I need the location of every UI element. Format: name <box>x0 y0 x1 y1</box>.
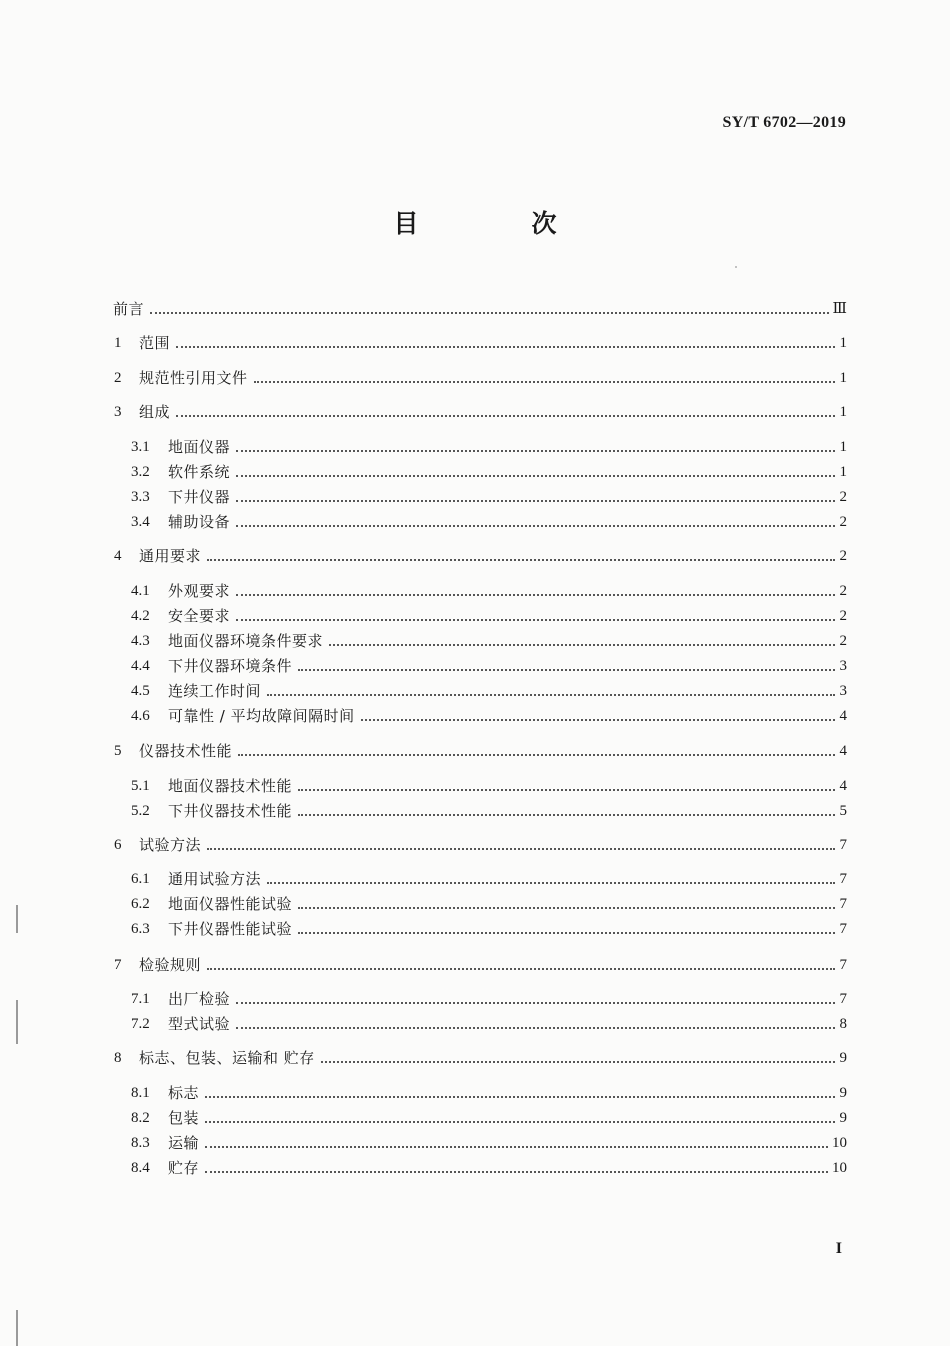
toc-entry-number: 4.5 <box>131 683 150 699</box>
scan-binding-mark <box>16 1000 18 1044</box>
toc-entry[interactable] <box>131 486 847 508</box>
toc-entry-page: 7 <box>839 896 847 912</box>
toc-entry-number: 8.2 <box>131 1110 150 1126</box>
toc-entry[interactable] <box>131 461 847 483</box>
toc-entry[interactable] <box>131 868 847 890</box>
toc-entry-page: 2 <box>839 583 847 599</box>
scan-dust <box>735 266 737 268</box>
toc-leader-dots <box>236 618 835 621</box>
toc-entry-title: 标志 <box>168 1084 200 1102</box>
toc-leader-dots <box>361 718 835 721</box>
toc-entry-title: 下井仪器性能试验 <box>168 920 293 938</box>
toc-entry[interactable] <box>131 1157 847 1179</box>
toc-entry[interactable] <box>131 655 847 677</box>
toc-entry-title: 出厂检验 <box>168 990 231 1008</box>
toc-entry-title: 标志、包装、运输和 贮存 <box>139 1049 315 1067</box>
toc-entry-title: 安全要求 <box>168 607 231 625</box>
toc-entry-title: 试验方法 <box>139 836 202 854</box>
toc-entry-number: 4.3 <box>131 633 150 649</box>
toc-entry-title: 前言 <box>113 300 145 318</box>
toc-leader-dots <box>238 753 835 756</box>
toc-entry-title: 软件系统 <box>168 463 231 481</box>
toc-entry[interactable] <box>131 1107 847 1129</box>
toc-entry-number: 4.2 <box>131 608 150 624</box>
page-title: 目 次 <box>393 209 601 238</box>
standard-code: SY/T 6702—2019 <box>722 114 846 131</box>
toc-leader-dots <box>176 414 835 417</box>
toc-entry[interactable] <box>131 800 847 822</box>
toc-entry[interactable] <box>131 605 847 627</box>
toc-entry-page: 4 <box>839 743 847 759</box>
toc-entry[interactable] <box>131 630 847 652</box>
toc-leader-dots <box>321 1060 835 1063</box>
toc-entry-number: 5.1 <box>131 778 150 794</box>
toc-entry[interactable] <box>114 367 847 389</box>
toc-entry-number: 2 <box>114 370 122 386</box>
toc-entry-page: 10 <box>832 1160 847 1176</box>
toc-entry-page: 3 <box>839 683 847 699</box>
toc-entry-number: 6.3 <box>131 921 150 937</box>
toc-entry-title: 外观要求 <box>168 582 231 600</box>
toc-entry-page: 9 <box>839 1050 847 1066</box>
toc-leader-dots <box>207 558 835 561</box>
toc-entry[interactable] <box>131 705 847 727</box>
toc-entry[interactable] <box>114 332 847 354</box>
toc-leader-dots <box>236 1026 835 1029</box>
toc-entry[interactable] <box>131 775 847 797</box>
toc-entry-page: 1 <box>839 370 847 386</box>
toc-entry-title: 范围 <box>139 334 171 352</box>
toc-entry-title: 规范性引用文件 <box>139 369 248 387</box>
toc-entry[interactable] <box>131 893 847 915</box>
toc-leader-dots <box>236 474 835 477</box>
toc-entry-title: 地面仪器技术性能 <box>168 777 293 795</box>
toc-entry[interactable] <box>131 436 847 458</box>
toc-entry-number: 3.1 <box>131 439 150 455</box>
toc-leader-dots <box>207 847 835 850</box>
toc-entry-title: 运输 <box>168 1134 200 1152</box>
toc-entry-page: 2 <box>839 633 847 649</box>
toc-entry[interactable] <box>131 918 847 940</box>
toc-leader-dots <box>205 1145 828 1148</box>
toc-entry-page: 2 <box>839 548 847 564</box>
toc-entry-page: 1 <box>839 464 847 480</box>
toc-entry-title: 可靠性 / 平均故障间隔时间 <box>168 707 355 725</box>
toc-entry-page: 2 <box>839 489 847 505</box>
toc-leader-dots <box>298 931 835 934</box>
toc-entry[interactable] <box>131 988 847 1010</box>
toc-entry-number: 3.3 <box>131 489 150 505</box>
toc-entry[interactable] <box>131 511 847 533</box>
toc-entry-number: 1 <box>114 335 122 351</box>
toc-entry-page: 5 <box>839 803 847 819</box>
toc-entry-page: 7 <box>839 957 847 973</box>
toc-entry-title: 下井仪器技术性能 <box>168 802 293 820</box>
toc-leader-dots <box>176 345 835 348</box>
toc-entry-number: 4.4 <box>131 658 150 674</box>
toc-leader-dots <box>205 1170 828 1173</box>
toc-entry[interactable] <box>113 298 847 320</box>
toc-leader-dots <box>236 449 835 452</box>
toc-entry[interactable] <box>114 834 847 856</box>
toc-entry-page: 1 <box>839 404 847 420</box>
toc-entry-title: 连续工作时间 <box>168 682 262 700</box>
toc-entry-title: 通用要求 <box>139 547 202 565</box>
toc-leader-dots <box>150 311 829 314</box>
toc-leader-dots <box>267 881 835 884</box>
toc-entry-page: 4 <box>839 708 847 724</box>
toc-entry-page: 2 <box>839 514 847 530</box>
toc-entry-number: 5.2 <box>131 803 150 819</box>
toc-leader-dots <box>298 813 835 816</box>
toc-entry-page: 10 <box>832 1135 847 1151</box>
toc-leader-dots <box>236 1001 835 1004</box>
toc-leader-dots <box>236 524 835 527</box>
toc-entry-number: 5 <box>114 743 122 759</box>
toc-entry-number: 8.4 <box>131 1160 150 1176</box>
toc-entry-number: 8 <box>114 1050 122 1066</box>
toc-entry[interactable] <box>114 1047 847 1069</box>
toc-entry-page: 4 <box>839 778 847 794</box>
toc-entry-number: 6.1 <box>131 871 150 887</box>
toc-entry-title: 包装 <box>168 1109 200 1127</box>
toc-entry-page: 7 <box>839 837 847 853</box>
toc-entry[interactable] <box>114 545 847 567</box>
toc-entry-page: 7 <box>839 991 847 1007</box>
scan-binding-mark <box>16 1310 18 1346</box>
toc-entry-page: 8 <box>839 1016 847 1032</box>
toc-leader-dots <box>205 1120 835 1123</box>
toc-leader-dots <box>236 499 835 502</box>
toc-leader-dots <box>236 593 835 596</box>
toc-entry-title: 地面仪器性能试验 <box>168 895 293 913</box>
toc-entry[interactable] <box>131 1013 847 1035</box>
scan-binding-mark <box>16 905 18 933</box>
toc-entry[interactable] <box>114 954 847 976</box>
toc-leader-dots <box>207 967 835 970</box>
toc-entry-number: 3 <box>114 404 122 420</box>
toc-entry-number: 6.2 <box>131 896 150 912</box>
toc-leader-dots <box>298 906 835 909</box>
toc-entry[interactable] <box>131 580 847 602</box>
toc-entry-number: 6 <box>114 837 122 853</box>
toc-entry-page: 2 <box>839 608 847 624</box>
toc-entry-number: 4 <box>114 548 122 564</box>
toc-entry-title: 通用试验方法 <box>168 870 262 888</box>
toc-entry-number: 3.4 <box>131 514 150 530</box>
toc-entry-number: 7.1 <box>131 991 150 1007</box>
toc-entry-number: 4.1 <box>131 583 150 599</box>
toc-entry-page: 9 <box>839 1085 847 1101</box>
toc-entry[interactable] <box>131 680 847 702</box>
toc-entry-title: 地面仪器 <box>168 438 231 456</box>
page-number: I <box>835 1240 842 1257</box>
toc-entry-page: 1 <box>839 439 847 455</box>
toc-entry-number: 4.6 <box>131 708 150 724</box>
toc-entry[interactable] <box>114 740 847 762</box>
toc-entry[interactable] <box>114 401 847 423</box>
toc-leader-dots <box>329 643 835 646</box>
toc-entry[interactable] <box>131 1132 847 1154</box>
toc-entry-title: 组成 <box>139 403 171 421</box>
toc-entry-title: 仪器技术性能 <box>139 742 233 760</box>
toc-entry-title: 贮存 <box>168 1159 200 1177</box>
toc-entry-title: 辅助设备 <box>168 513 231 531</box>
toc-entry[interactable] <box>131 1082 847 1104</box>
toc-entry-page: 3 <box>839 658 847 674</box>
toc-entry-title: 型式试验 <box>168 1015 231 1033</box>
toc-entry-page: Ⅲ <box>832 301 847 317</box>
toc-entry-title: 地面仪器环境条件要求 <box>168 632 324 650</box>
toc-entry-page: 9 <box>839 1110 847 1126</box>
toc-entry-page: 7 <box>839 871 847 887</box>
toc-entry-number: 7.2 <box>131 1016 150 1032</box>
toc-leader-dots <box>298 788 835 791</box>
toc-leader-dots <box>267 693 835 696</box>
toc-entry-title: 下井仪器环境条件 <box>168 657 293 675</box>
toc-leader-dots <box>205 1095 835 1098</box>
toc-entry-page: 7 <box>839 921 847 937</box>
toc-entry-number: 8.3 <box>131 1135 150 1151</box>
toc-entry-page: 1 <box>839 335 847 351</box>
toc-entry-number: 8.1 <box>131 1085 150 1101</box>
toc-entry-title: 检验规则 <box>139 956 202 974</box>
toc-leader-dots <box>254 380 835 383</box>
toc-entry-title: 下井仪器 <box>168 488 231 506</box>
toc-leader-dots <box>298 668 835 671</box>
toc-entry-number: 7 <box>114 957 122 973</box>
toc-entry-number: 3.2 <box>131 464 150 480</box>
